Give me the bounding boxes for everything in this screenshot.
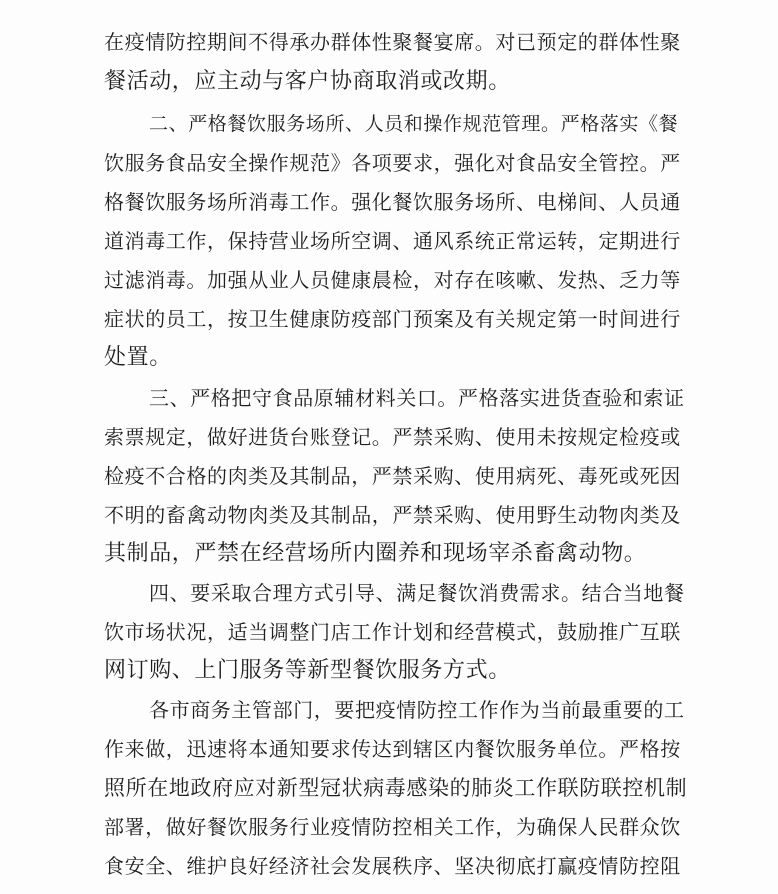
text-line: 网订购、上门服务等新型餐饮服务方式。 [104,658,511,683]
text-line: 症状的员工，按卫生健康防疫部门预案及有关规定第一时间进行 [104,307,681,331]
text-line: 饮市场状况，适当调整门店工作计划和经营模式，鼓励推广互联 [104,620,681,644]
text-line: 在疫情防控期间不得承办群体性聚餐宴席。对已预定的群体性聚 [104,30,681,54]
text-line: 检疫不合格的肉类及其制品，严禁采购、使用病死、毒死或死因 [104,464,681,488]
text-line: 过滤消毒。加强从业人员健康晨检，对存在咳嗽、发热、乏力等 [104,268,681,292]
paragraph-3-heading-line: 三、严格把守食品原辅材料关口。严格落实进货查验和索证 [149,386,685,410]
text-line: 其制品，严禁在经营场所内圈养和现场宰杀畜禽动物。 [104,541,647,566]
paragraph-2-heading-line: 二、严格餐饮服务场所、人员和操作规范管理。严格落实《餐 [149,113,679,135]
text-line: 照所在地政府应对新型冠状病毒感染的肺炎工作联防联控机制 [104,776,688,800]
text-line: 索票规定，做好进货台账登记。严禁采购、使用未按规定检疫或 [104,425,681,449]
text-line: 饮服务食品安全操作规范》各项要求，强化对食品安全管控。严 [104,151,681,175]
text-line: 处置。 [104,345,172,370]
closing-paragraph-first-line: 各市商务主管部门，要把疫情防控工作作为当前最重要的工 [149,698,685,722]
text-line: 部署，做好餐饮服务行业疫情防控相关工作，为确保人民群众饮 [104,815,681,839]
text-line: 作来做，迅速将本通知要求传达到辖区内餐饮服务单位。严格按 [104,737,681,761]
text-line: 道消毒工作，保持营业场所空调、通风系统正常运转，定期进行 [104,229,681,253]
text-line: 食安全、维护良好经济社会发展秩序、坚决彻底打赢疫情防控阻 [104,854,681,878]
text-line: 不明的畜禽动物肉类及其制品，严禁采购、使用野生动物肉类及 [104,503,681,527]
paragraph-4-heading-line: 四、要采取合理方式引导、满足餐饮消费需求。结合当地餐 [149,581,685,605]
text-line: 格餐饮服务场所消毒工作。强化餐饮服务场所、电梯间、人员通 [104,190,681,214]
text-line: 餐活动，应主动与客户协商取消或改期。 [104,69,511,94]
